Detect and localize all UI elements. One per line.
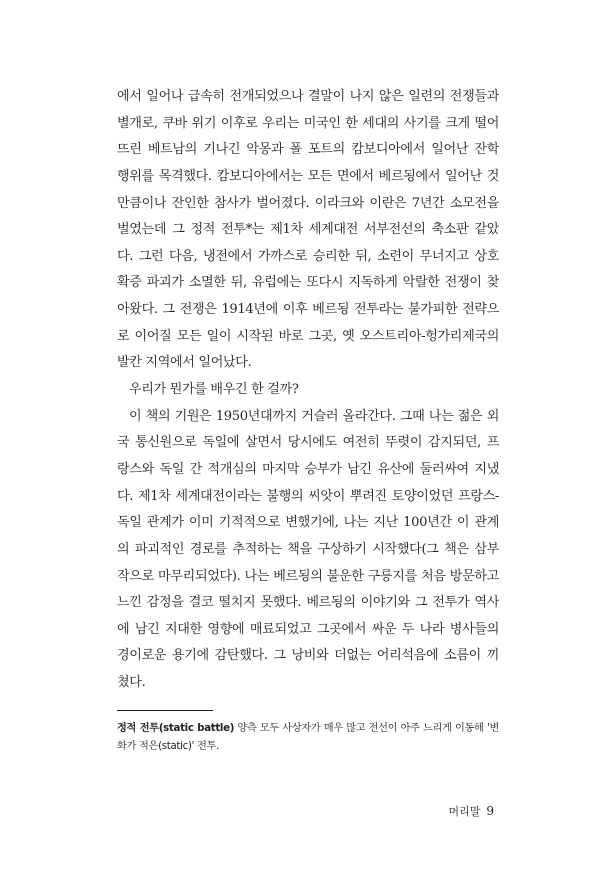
footnote xyxy=(117,720,499,756)
body-line: 별개로, 쿠바 위기 이후로 우리는 미국인 한 세대의 사기를 크게 떨어 xyxy=(117,115,499,131)
body-line: 로 이어질 모든 일이 시작된 바로 그곳, 옛 오스트리아-헝가리제국의 xyxy=(117,328,499,344)
body-line: 독일 관계가 이미 기적적으로 변했기에, 나는 지난 100년간 이 관계 xyxy=(117,515,499,531)
body-line-paragraph-start: 이 책의 기원은 1950년대까지 거슬러 올라간다. 그때 나는 젊은 외 xyxy=(129,408,499,424)
footnote-divider xyxy=(117,710,213,711)
body-line: 쳤다. xyxy=(117,675,146,691)
body-line: 아왔다. 그 전쟁은 1914년에 이후 베르됭 전투라는 불가피한 전략으 xyxy=(117,302,499,318)
body-text xyxy=(117,84,499,697)
footnote-line: 화가 적은(static)' 전투. xyxy=(117,741,220,752)
body-line: 만큼이나 잔인한 참사가 벌어졌다. 이라크와 이란은 7년간 소모전을 xyxy=(117,195,499,211)
body-line-paragraph-start: 우리가 뭔가를 배우긴 한 걸까? xyxy=(129,382,299,398)
footnote-line xyxy=(117,720,499,738)
page-folio xyxy=(448,803,494,820)
body-line: 에 남긴 지대한 영향에 매료되었고 그곳에서 싸운 두 나라 병사들의 xyxy=(117,621,499,637)
body-line: 다. 제1차 세계대전이라는 불행의 씨앗이 뿌려진 토양이었던 프랑스- xyxy=(117,488,499,504)
body-line: 경이로운 용기에 감탄했다. 그 낭비와 더없는 어리석음에 소름이 끼 xyxy=(117,648,499,664)
body-line: 국 통신원으로 독일에 살면서 당시에도 여전히 뚜렷이 감지되던, 프 xyxy=(117,435,499,451)
body-line: 에서 일어나 급속히 전개되었으나 결말이 나지 않은 일련의 전쟁들과 xyxy=(117,89,499,104)
body-line: 의 파괴적인 경로를 추적하는 책을 구상하기 시작했다(그 책은 삼부 xyxy=(117,541,499,557)
body-line: 확증 파괴가 소멸한 뒤, 유럽에는 또다시 지독하게 악랄한 전쟁이 찾 xyxy=(117,275,499,291)
footnote-term: 정적 전투(static battle) xyxy=(117,723,235,734)
body-line: 벌였는데 그 정적 전투*는 제1차 세계대전 서부전선의 축소판 같았 xyxy=(117,222,499,238)
body-line: 다. 그런 다음, 냉전에서 가까스로 승리한 뒤, 소련이 무너지고 상호 xyxy=(117,248,499,264)
body-line: 발칸 지역에서 일어났다. xyxy=(117,355,252,371)
footnote-text: 양측 모두 사상자가 매우 많고 전선이 아주 느리게 이동해 '변 xyxy=(234,723,499,734)
body-line: 뜨린 베트남의 기나긴 악몽과 폴 포트의 캄보디아에서 일어난 잔학 xyxy=(117,142,499,158)
running-footer-label: 머리말 xyxy=(448,805,481,818)
body-line: 행위를 목격했다. 캄보디아에서는 모든 면에서 베르됭에서 일어난 것 xyxy=(117,168,499,184)
body-line: 작으로 마무리되었다). 나는 베르됭의 불운한 구릉지를 처음 방문하고 xyxy=(117,568,499,584)
page-number: 9 xyxy=(486,804,494,818)
body-line: 느낀 감정을 결코 떨치지 못했다. 베르됭의 이야기와 그 전투가 역사 xyxy=(117,595,499,611)
body-line: 랑스와 독일 간 적개심의 마지막 승부가 남긴 유산에 둘러싸여 지냈 xyxy=(117,461,499,477)
